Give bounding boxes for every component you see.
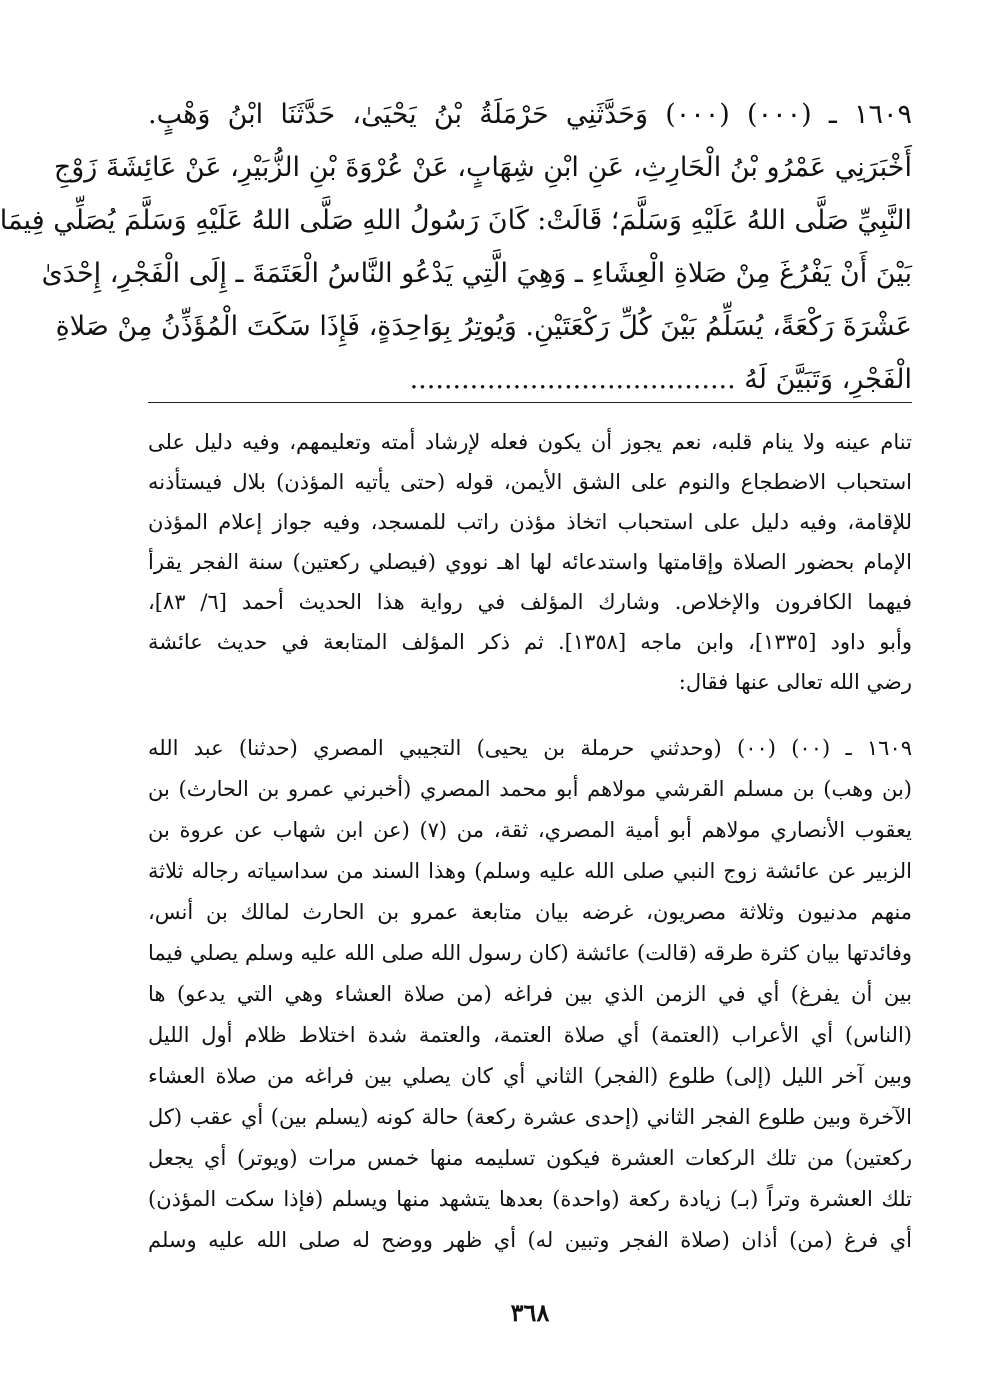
commentary-line: للإقامة، وفيه دليل على استحباب اتخاذ مؤذن راتب للمسجد، وفيه جواز إعلام المؤذن — [148, 510, 912, 534]
explanation-line: تلك العشرة وتراً (بـ) زيادة ركعة (واحدة) بعدها يتشهد منها ويسلم (فإذا سكت المؤذن) — [148, 1187, 912, 1211]
explanation-text — [148, 728, 912, 1261]
explanation-line: ١٦٠٩ ـ (٠٠) (٠٠) (وحدثني حرملة بن يحيى) التجيبي المصري (حدثنا) عبد الله — [148, 736, 913, 760]
hadith-line: ١٦٠٩ ـ (٠٠٠) (٠٠٠) وَحَدَّثَنِي حَرْمَلَةُ بْنُ يَحْيَىٰ، حَدَّثَنَا ابْنُ وَهْبٍ. — [148, 99, 912, 130]
explanation-line: وبين آخر الليل (إلى) طلوع (الفجر) الثاني أي كان يصلي بين فراغه من صلاة العشاء — [148, 1064, 912, 1088]
explanation-line: وفائدتها بيان كثرة طرقه (قالت) عائشة (كان رسول الله صلى الله عليه وسلم يصلي فيما — [148, 941, 912, 965]
hadith-line: بَيْنَ أَنْ يَفْرُغَ مِنْ صَلاةِ الْعِشَاءِ ـ وَهِيَ الَّتِي يَدْعُو النَّاسُ الْعَتَمَةَ ـ إِلَى الْفَجْرِ، إِحْدَىٰ — [41, 258, 912, 289]
hadith-line: عَشْرَةَ رَكْعَةً، يُسَلِّمُ بَيْنَ كُلِّ رَكْعَتَيْنِ. وَيُوتِرُ بِوَاحِدَةٍ، فَإِذَا سَكَتَ الْمُؤَذِّنُ مِنْ صَلاةِ — [55, 311, 912, 342]
explanation-line: الآخرة وبين طلوع الفجر الثاني (إحدى عشرة ركعة) حالة كونه (يسلم بين) أي عقب (كل — [148, 1105, 912, 1129]
page-number: ٣٦٨ — [510, 1298, 550, 1327]
explanation-line: منهم مدنيون وثلاثة مصريون، غرضه بيان متابعة عمرو بن الحارث لمالك بن أنس، — [148, 900, 912, 924]
explanation-line: ركعتين) من تلك الركعات العشرة فيكون تسليمه منها خمس مرات (ويوتر) أي يجعل — [148, 1146, 912, 1170]
explanation-line: (بن وهب) بن مسلم القرشي مولاهم أبو محمد المصري (أخبرني عمرو بن الحارث) بن — [148, 777, 912, 801]
hadith-line: النَّبِيِّ صَلَّى اللهُ عَلَيْهِ وَسَلَّمَ؛ قَالَتْ: كَانَ رَسُولُ اللهِ صَلَّى اللهُ عَلَيْهِ وَسَلَّمَ يُصَلِّي فِيمَا — [0, 205, 912, 236]
commentary-line: الإمام بحضور الصلاة وإقامتها واستدعائه لها اهـ نووي (فيصلي ركعتين) سنة الفجر يقرأ — [148, 550, 912, 574]
explanation-line: بين أن يفرغ) أي في الزمن الذي بين فراغه (من صلاة العشاء وهي التي يدعو) ها — [148, 982, 912, 1006]
commentary-line: رضي الله تعالى عنها فقال: — [678, 670, 912, 694]
explanation-line: أي فرغ (من) أذان (صلاة الفجر وتبين له) أي ظهر ووضح له صلى الله عليه وسلم — [148, 1228, 912, 1252]
commentary-text — [148, 422, 912, 702]
explanation-line: يعقوب الأنصاري مولاهم أبو أمية المصري، ثقة، من (٧) (عن ابن شهاب عن عروة بن — [148, 818, 912, 842]
commentary-line: وأبو داود [١٣٣٥]، وابن ماجه [١٣٥٨]. ثم ذكر المؤلف المتابعة في حديث عائشة — [148, 630, 912, 654]
commentary-line: فيهما الكافرون والإخلاص. وشارك المؤلف في رواية هذا الحديث أحمد [٦/ ٨٣]، — [148, 590, 912, 614]
explanation-line: (الناس) أي الأعراب (العتمة) أي صلاة العتمة، والعتمة شدة اختلاط ظلام أول الليل — [148, 1023, 912, 1047]
book-page — [0, 88, 913, 1348]
explanation-line: الزبير عن عائشة زوج النبي صلى الله عليه وسلم) وهذا السند من سداسياته رجاله ثلاثة — [148, 859, 912, 883]
commentary-line: تنام عينه ولا ينام قلبه، نعم يجوز أن يكون فعله لإرشاد أمته وتعليمهم، وفيه دليل على — [148, 430, 912, 454]
hadith-line: أَخْبَرَنِي عَمْرُو بْنُ الْحَارِثِ، عَنِ ابْنِ شِهَابٍ، عَنْ عُرْوَةَ بْنِ الزُّبَيْرِ، عَنْ عَائِشَةَ زَوْجِ — [53, 152, 912, 183]
commentary-line: استحباب الاضطجاع والنوم على الشق الأيمن، قوله (حتى يأتيه المؤذن) بلال فيستأذنه — [148, 470, 912, 494]
hadith-line: الْفَجْرِ، وَتَبَيَّنَ لَهُ ...................................... — [409, 364, 912, 395]
hadith-text — [0, 88, 912, 406]
separator-rule — [148, 402, 912, 403]
